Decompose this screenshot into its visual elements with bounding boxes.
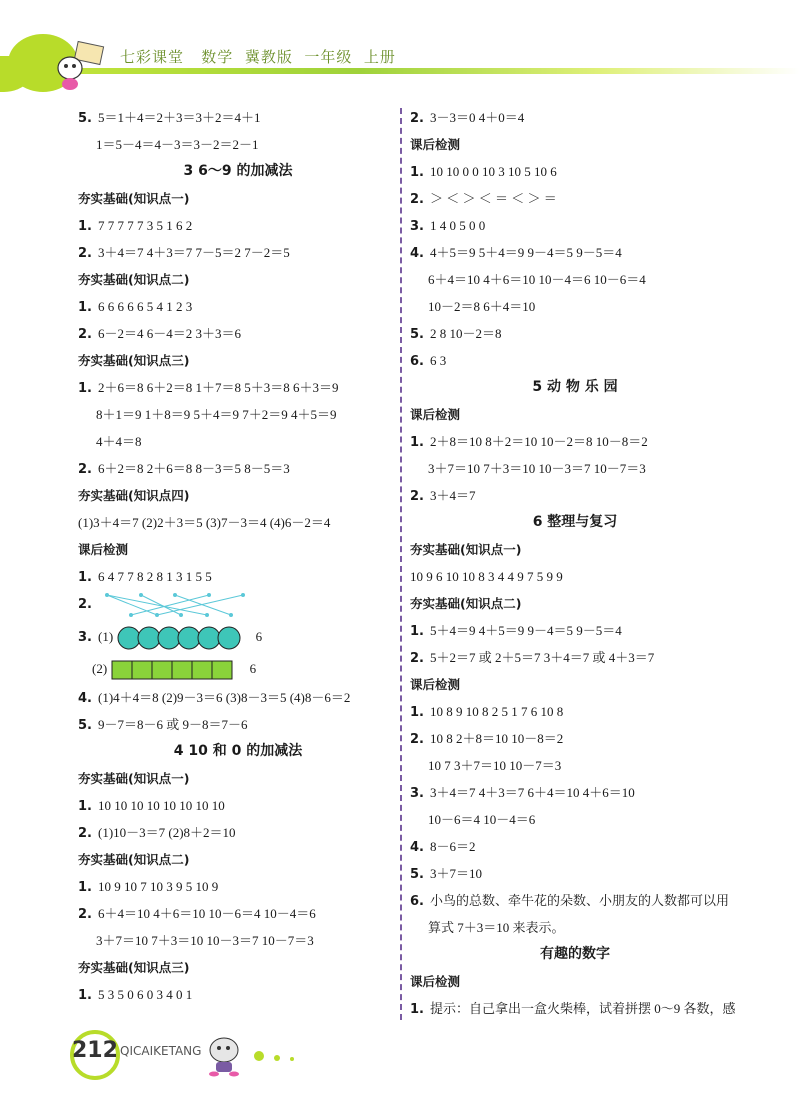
section-heading: 夯实基础(知识点一)	[78, 771, 190, 786]
answer-line	[78, 239, 398, 266]
answer-line	[410, 428, 740, 455]
answer-line	[78, 620, 398, 654]
answer-line	[410, 779, 740, 806]
item-number: 5.	[78, 111, 92, 126]
item-number: 2.	[410, 111, 424, 126]
answer-line	[78, 212, 398, 239]
item-number: 2.	[410, 732, 424, 747]
item-number: 3.	[410, 786, 424, 801]
answer-text: 10 8 9 10 8 2 5 1 7 6 10 8	[429, 704, 564, 719]
item-number: 6.	[410, 354, 424, 369]
answer-line	[410, 347, 740, 374]
sub-label: (2)	[92, 661, 108, 676]
answer-line	[410, 644, 740, 671]
mascot-footer-icon	[202, 1032, 248, 1078]
answer-line	[78, 320, 398, 347]
answer-line	[410, 617, 740, 644]
answer-line: 10－6＝4 10－4＝6	[428, 812, 536, 827]
item-number: 2.	[78, 826, 92, 841]
answer-line: 8＋1＝9 1＋8＝9 5＋4＝9 7＋2＝9 4＋5＝9	[96, 407, 337, 422]
answer-line	[78, 455, 398, 482]
answer-line	[78, 711, 398, 738]
answer-line	[78, 293, 398, 320]
answer-line: 3＋7＝10 7＋3＝10 10－3＝7 10－7＝3	[428, 461, 646, 476]
item-number: 4.	[78, 691, 92, 706]
matching-diagram	[101, 591, 251, 619]
answer-line	[78, 654, 398, 684]
section-heading: 夯实基础(知识点二)	[410, 596, 522, 611]
answer-line	[410, 320, 740, 347]
answer-text: 5 3 5 0 6 0 3 4 0 1	[97, 987, 193, 1002]
answer-text: 10 8 2＋8＝10 10－8＝2	[429, 731, 564, 746]
answer-text: 6＋2＝8 2＋6＝8 8－3＝5 8－5＝3	[97, 461, 290, 476]
header-gradient-bar	[0, 68, 800, 74]
answer-line	[410, 860, 740, 887]
item-number: 3.	[410, 219, 424, 234]
item-number: 1.	[410, 435, 424, 450]
answer-line	[78, 684, 398, 711]
answer-line	[78, 374, 398, 401]
chapter-title: 6 整理与复习	[532, 514, 618, 530]
section-heading: 夯实基础(知识点一)	[410, 542, 522, 557]
item-number: 2.	[410, 489, 424, 504]
answer-text: (1)4＋4＝8 (2)9－3＝6 (3)8－3＝5 (4)8－6＝2	[97, 690, 351, 705]
chapter-title: 有趣的数字	[540, 946, 610, 962]
item-number: 2.	[78, 907, 92, 922]
answer-text: 4＋5＝9 5＋4＝9 9－4＝5 9－5＝4	[429, 245, 622, 260]
header-title: 七彩课堂 数学 冀教版 一年级 上册	[120, 48, 396, 66]
item-number: 1.	[410, 165, 424, 180]
decorative-dots	[254, 1048, 300, 1066]
answer-line	[78, 590, 398, 620]
answer-text: 2 8 10－2＝8	[429, 326, 502, 341]
answer-text: 3＋4＝7 4＋3＝7 6＋4＝10 4＋6＝10	[429, 785, 635, 800]
item-number: 2.	[78, 327, 92, 342]
answer-text: 3－3＝0 4＋0＝4	[429, 110, 525, 125]
section-heading: 课后检测	[410, 974, 461, 989]
section-heading: 课后检测	[410, 137, 461, 152]
item-number: 5.	[410, 327, 424, 342]
answer-text: 10 10 0 0 10 3 10 5 10 6	[429, 164, 557, 179]
answer-line	[78, 981, 398, 1008]
answer-line: 1＝5－4＝4－3＝3－2＝2－1	[96, 137, 259, 152]
item-number: 2.	[78, 597, 92, 612]
column-divider	[400, 108, 402, 1020]
item-number: 1.	[410, 1002, 424, 1017]
item-number: 1.	[78, 381, 92, 396]
answer-text: 6 3	[429, 353, 447, 368]
answer-line: 4＋4＝8	[96, 434, 142, 449]
item-number: 3.	[78, 630, 92, 645]
answer-line: 算式 7＋3＝10 来表示。	[428, 920, 565, 935]
item-number: 1.	[78, 300, 92, 315]
answer-text: 9－7＝8－6 或 9－8＝7－6	[97, 717, 248, 732]
item-number: 5.	[410, 867, 424, 882]
answer-line	[410, 185, 740, 212]
item-number: 4.	[410, 840, 424, 855]
section-heading: 夯实基础(知识点一)	[78, 191, 190, 206]
answer-line	[410, 995, 740, 1022]
section-heading: 夯实基础(知识点二)	[78, 272, 190, 287]
answer-line: 10 7 3＋7＝10 10－7＝3	[428, 758, 562, 773]
answer-text: 10 10 10 10 10 10 10 10	[97, 798, 225, 813]
sub-label: (1)	[97, 629, 114, 644]
answer-text: 6＋4＝10 4＋6＝10 10－6＝4 10－4＝6	[97, 906, 316, 921]
section-heading: 课后检测	[78, 542, 129, 557]
answer-text: 5＝1＋4＝2＋3＝3＋2＝4＋1	[97, 110, 261, 125]
section-heading: 夯实基础(知识点三)	[78, 353, 190, 368]
chapter-title: 5 动 物 乐 园	[532, 379, 618, 395]
item-number: 1.	[78, 219, 92, 234]
answer-text: 小鸟的总数、牵牛花的朵数、小朋友的人数都可以用	[429, 893, 729, 908]
answer-text: 5＋4＝9 4＋5＝9 9－4＝5 9－5＝4	[429, 623, 622, 638]
page-header	[0, 36, 800, 86]
answer-line	[78, 819, 398, 846]
answer-line	[410, 239, 740, 266]
item-number: 1.	[410, 624, 424, 639]
section-heading: 夯实基础(知识点三)	[78, 960, 190, 975]
answer-line: 3＋7＝10 7＋3＝10 10－3＝7 10－7＝3	[96, 933, 314, 948]
answer-text: 6 6 6 6 6 5 4 1 2 3	[97, 299, 193, 314]
answer-text: (1)10－3＝7 (2)8＋2＝10	[97, 825, 236, 840]
answer-line	[410, 833, 740, 860]
answer-text: 5＋2＝7 或 2＋5＝7 3＋4＝7 或 4＋3＝7	[429, 650, 655, 665]
answer-text: 7 7 7 7 7 3 5 1 6 2	[97, 218, 193, 233]
left-column	[78, 104, 398, 1008]
answer-line: 10 9 6 10 10 8 3 4 4 9 7 5 9 9	[410, 569, 563, 584]
right-column	[410, 104, 740, 1022]
dot-icon	[254, 1051, 264, 1061]
answer-line	[410, 158, 740, 185]
answer-text: 6 4 7 7 8 2 8 1 3 1 5 5	[97, 569, 212, 584]
item-number: 2.	[78, 462, 92, 477]
item-number: 1.	[78, 988, 92, 1003]
answer-text: 2＋8＝10 8＋2＝10 10－2＝8 10－8＝2	[429, 434, 648, 449]
answer-line	[410, 482, 740, 509]
section-heading: 夯实基础(知识点四)	[78, 488, 190, 503]
answer-text: 3＋7＝10	[429, 866, 482, 881]
answer-text: 6	[249, 661, 257, 676]
answer-line	[78, 104, 398, 131]
answer-text: 8－6＝2	[429, 839, 476, 854]
answer-line	[410, 104, 740, 131]
answer-line	[410, 698, 740, 725]
dot-icon	[290, 1057, 294, 1061]
brand-name: QICAIKETANG	[120, 1044, 202, 1058]
answer-line: (1)3＋4＝7 (2)2＋3＝5 (3)7－3＝4 (4)6－2＝4	[78, 515, 331, 530]
mascot-icon	[46, 38, 106, 94]
item-number: 1.	[78, 880, 92, 895]
answer-text: 3＋4＝7	[429, 488, 476, 503]
item-number: 4.	[410, 246, 424, 261]
answer-line	[410, 725, 740, 752]
circles-diagram	[116, 625, 242, 651]
answer-text: 10 9 10 7 10 3 9 5 10 9	[97, 879, 219, 894]
answer-line: 10－2＝8 6＋4＝10	[428, 299, 536, 314]
answer-text: 2＋6＝8 6＋2＝8 1＋7＝8 5＋3＝8 6＋3＝9	[97, 380, 339, 395]
answer-line	[78, 563, 398, 590]
section-heading: 课后检测	[410, 407, 461, 422]
item-number: 2.	[78, 246, 92, 261]
answer-line: 6＋4＝10 4＋6＝10 10－4＝6 10－6＝4	[428, 272, 646, 287]
dot-icon	[274, 1055, 280, 1061]
answer-line	[78, 792, 398, 819]
chapter-title: 4 10 和 0 的加减法	[173, 743, 303, 759]
item-number: 2.	[410, 192, 424, 207]
item-number: 1.	[78, 570, 92, 585]
answer-line	[78, 900, 398, 927]
item-number: 5.	[78, 718, 92, 733]
answer-text: ＞ ＜ ＞ ＜ ＝ ＜ ＞ ＝	[429, 191, 557, 206]
answer-text: 1 4 0 5 0 0	[429, 218, 486, 233]
answer-line	[410, 887, 740, 914]
answer-text: 6	[255, 629, 263, 644]
answer-text: 提示：自己拿出一盒火柴棒，试着拼摆 0～9 各数，感	[429, 1001, 736, 1016]
chapter-title: 3 6～9 的加减法	[183, 163, 293, 179]
item-number: 1.	[78, 799, 92, 814]
page-footer	[70, 1030, 370, 1090]
item-number: 6.	[410, 894, 424, 909]
squares-diagram	[110, 659, 236, 681]
page-number: 212	[72, 1038, 118, 1063]
item-number: 2.	[410, 651, 424, 666]
section-heading: 课后检测	[410, 677, 461, 692]
answer-line	[410, 212, 740, 239]
section-heading: 夯实基础(知识点二)	[78, 852, 190, 867]
answer-text: 3＋4＝7 4＋3＝7 7－5＝2 7－2＝5	[97, 245, 290, 260]
answer-line	[78, 873, 398, 900]
item-number: 1.	[410, 705, 424, 720]
answer-text: 6－2＝4 6－4＝2 3＋3＝6	[97, 326, 241, 341]
